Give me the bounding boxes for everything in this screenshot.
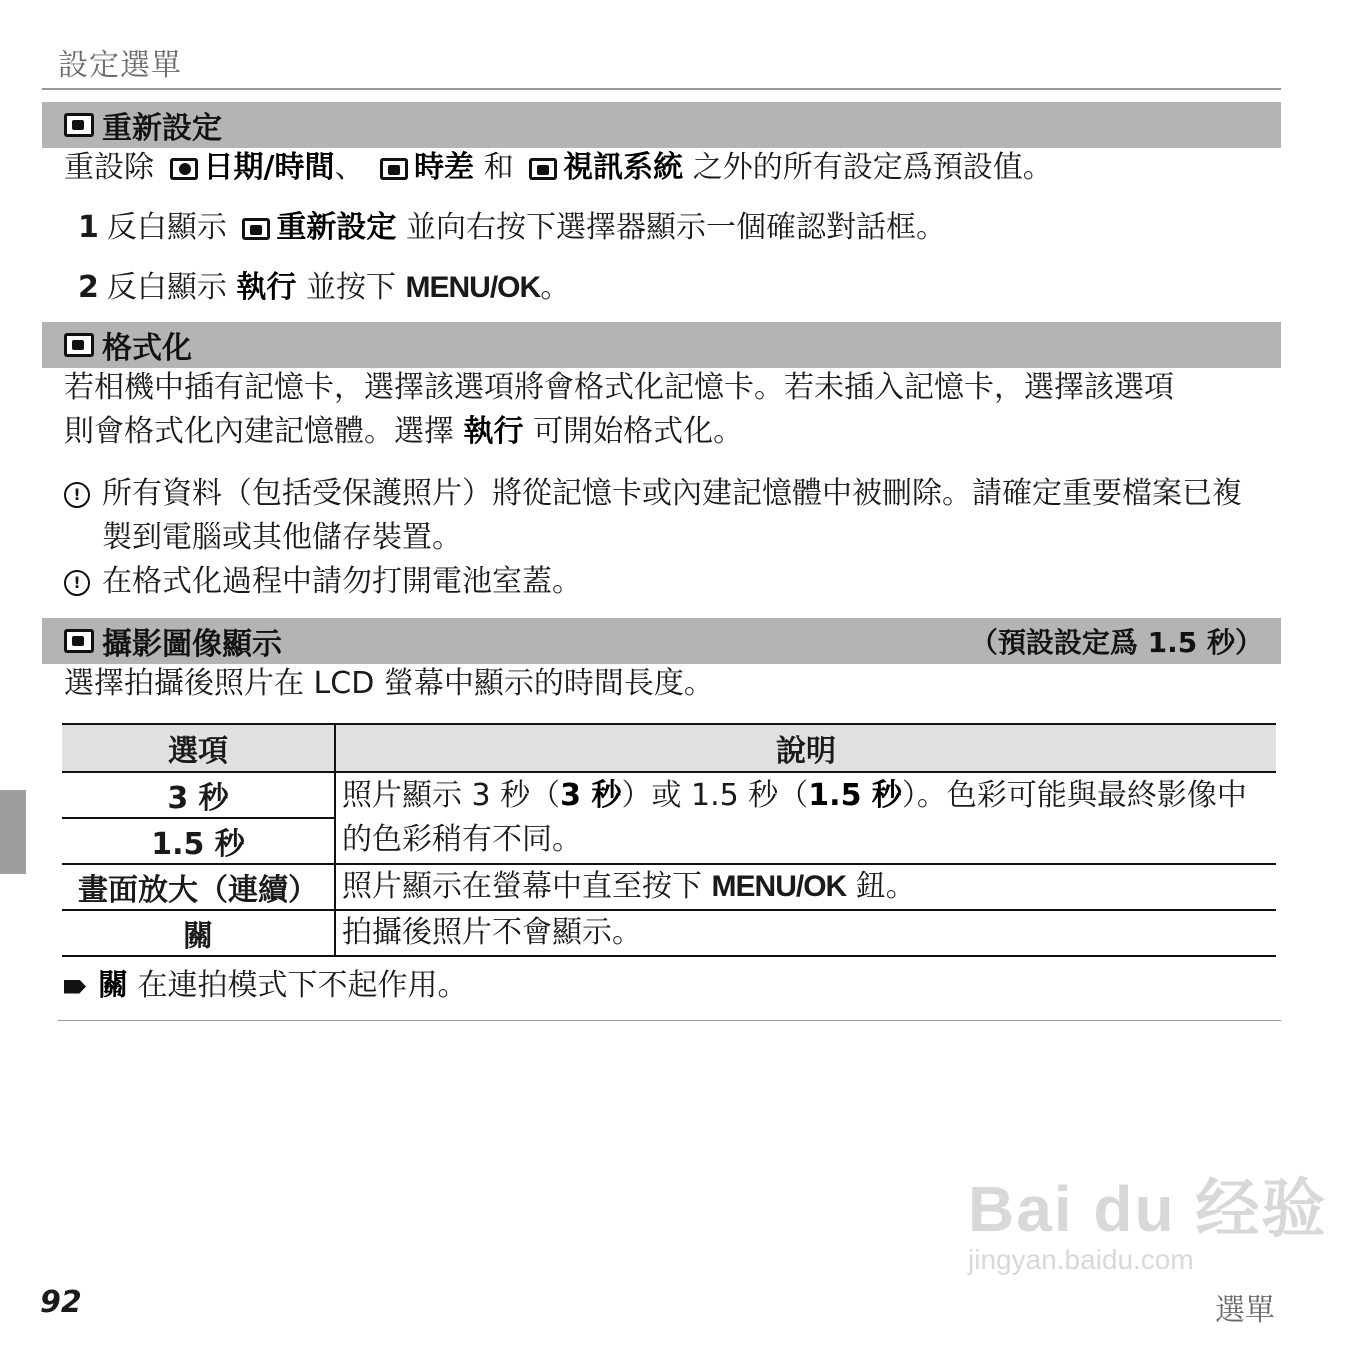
desc-text: 、: [334, 150, 365, 185]
section-reset-desc: [64, 146, 1053, 190]
image-display-icon: [64, 629, 94, 653]
desc-text: ）或 1.5 秒（: [621, 778, 809, 813]
date-time-icon: [170, 158, 198, 180]
step-bold: 執行: [236, 270, 297, 305]
default-setting-note: （預設設定爲 1.5 秒）: [969, 626, 1263, 659]
desc-text: 照片顯示 3 秒（: [342, 778, 561, 813]
section-reset-title: 重新設定: [102, 111, 222, 146]
section-format-title: 格式化: [102, 331, 192, 366]
table-header-option: 選項: [62, 724, 335, 772]
desc-bold-timediff: 時差: [414, 150, 475, 185]
reset-step-2: [78, 266, 570, 310]
step-text: 並按下: [305, 270, 396, 305]
desc-text: 和: [483, 150, 514, 185]
step-text: 。: [540, 270, 571, 305]
desc-text: 照片顯示在螢幕中直至按下: [342, 869, 702, 904]
step-number: 1: [78, 210, 99, 245]
page-header-title: 設定選單: [58, 48, 182, 83]
table-row: [62, 910, 1276, 956]
section-reset-bar: [42, 102, 1281, 148]
menu-ok-key: MENU/OK: [711, 870, 847, 903]
desc-text: 鈕。: [855, 869, 916, 904]
desc-cell: 拍攝後照片不會顯示。: [335, 910, 1276, 956]
desc-bold-videosystem: 視訊系統: [563, 150, 684, 185]
watermark-logo: Bai du 经验: [968, 1173, 1328, 1245]
desc-cell-merged: [335, 772, 1276, 864]
watermark-url: jingyan.baidu.com: [968, 1244, 1194, 1275]
reset-icon: [64, 113, 94, 137]
caution-1: [64, 472, 1262, 560]
footer-section-label: 選單: [1215, 1293, 1275, 1328]
memo-text: 在連拍模式下不起作用。: [137, 968, 468, 1003]
step-text: 並向右按下選擇器顯示一個確認對話框。: [405, 210, 946, 245]
section-image-disp-bar: [42, 618, 1281, 664]
option-cell: 1.5 秒: [62, 818, 335, 864]
options-table: [62, 723, 1276, 957]
caution-icon: !: [64, 482, 90, 508]
section-image-disp-desc: 選擇拍攝後照片在 LCD 螢幕中顯示的時間長度。: [64, 666, 714, 701]
video-system-icon: [529, 158, 557, 180]
desc-cell: [335, 864, 1276, 910]
format-desc-line2: [64, 410, 1174, 454]
time-difference-icon: [380, 158, 408, 180]
desc-text: ）。色彩可能與最終影像中的色彩稍有不同。: [342, 778, 1247, 857]
desc-bold: 1.5 秒: [808, 778, 902, 813]
format-icon: [64, 333, 94, 357]
option-cell: 關: [62, 910, 335, 956]
desc-text: 則會格式化內建記憶體。選擇: [64, 414, 454, 449]
caution-2: [64, 560, 1262, 604]
section-image-disp-title: 攝影圖像顯示: [102, 627, 282, 662]
page-number: 92: [40, 1285, 82, 1320]
desc-text: 可開始格式化。: [533, 414, 744, 449]
header-rule: [42, 88, 1281, 90]
table-header-row: [62, 724, 1276, 772]
desc-bold: 3 秒: [560, 778, 622, 813]
option-cell: 畫面放大（連續）: [62, 864, 335, 910]
caution-text: 所有資料（包括受保護照片）將從記憶卡或內建記憶體中被刪除。請確定重要檔案已複製到電腦或其他儲存裝置。: [102, 476, 1242, 555]
step-number: 2: [78, 270, 99, 305]
desc-bold-execute: 執行: [463, 414, 524, 449]
step-text: 反白顯示: [106, 210, 227, 245]
step-bold: 重新設定: [276, 210, 397, 245]
section-format-desc: [64, 366, 1174, 454]
section-format-bar: [42, 322, 1281, 368]
reset-step-1: [78, 206, 946, 250]
step-text: 反白顯示: [106, 270, 227, 305]
caution-text: 在格式化過程中請勿打開電池室蓋。: [102, 564, 582, 599]
caution-icon: !: [64, 570, 90, 596]
memo-note: [64, 964, 468, 1008]
bottom-rule: [58, 1020, 1281, 1021]
table-header-desc: 說明: [335, 724, 1276, 772]
reset-icon: [242, 218, 270, 240]
memo-icon: [64, 980, 86, 994]
side-tab: [0, 790, 26, 874]
memo-bold: 關: [98, 968, 128, 1003]
table-row: [62, 864, 1276, 910]
option-cell: 3 秒: [62, 772, 335, 818]
desc-text: 重設除: [64, 150, 154, 185]
baidu-watermark: [968, 1158, 1327, 1276]
menu-ok-key: MENU/OK: [405, 271, 541, 304]
table-row: [62, 772, 1276, 818]
desc-text: 之外的所有設定爲預設值。: [692, 150, 1053, 185]
format-desc-line1: 若相機中插有記憶卡，選擇該選項將會格式化記憶卡。若未插入記憶卡，選擇該選項: [64, 370, 1174, 405]
desc-bold-datetime: 日期/時間: [203, 150, 335, 185]
